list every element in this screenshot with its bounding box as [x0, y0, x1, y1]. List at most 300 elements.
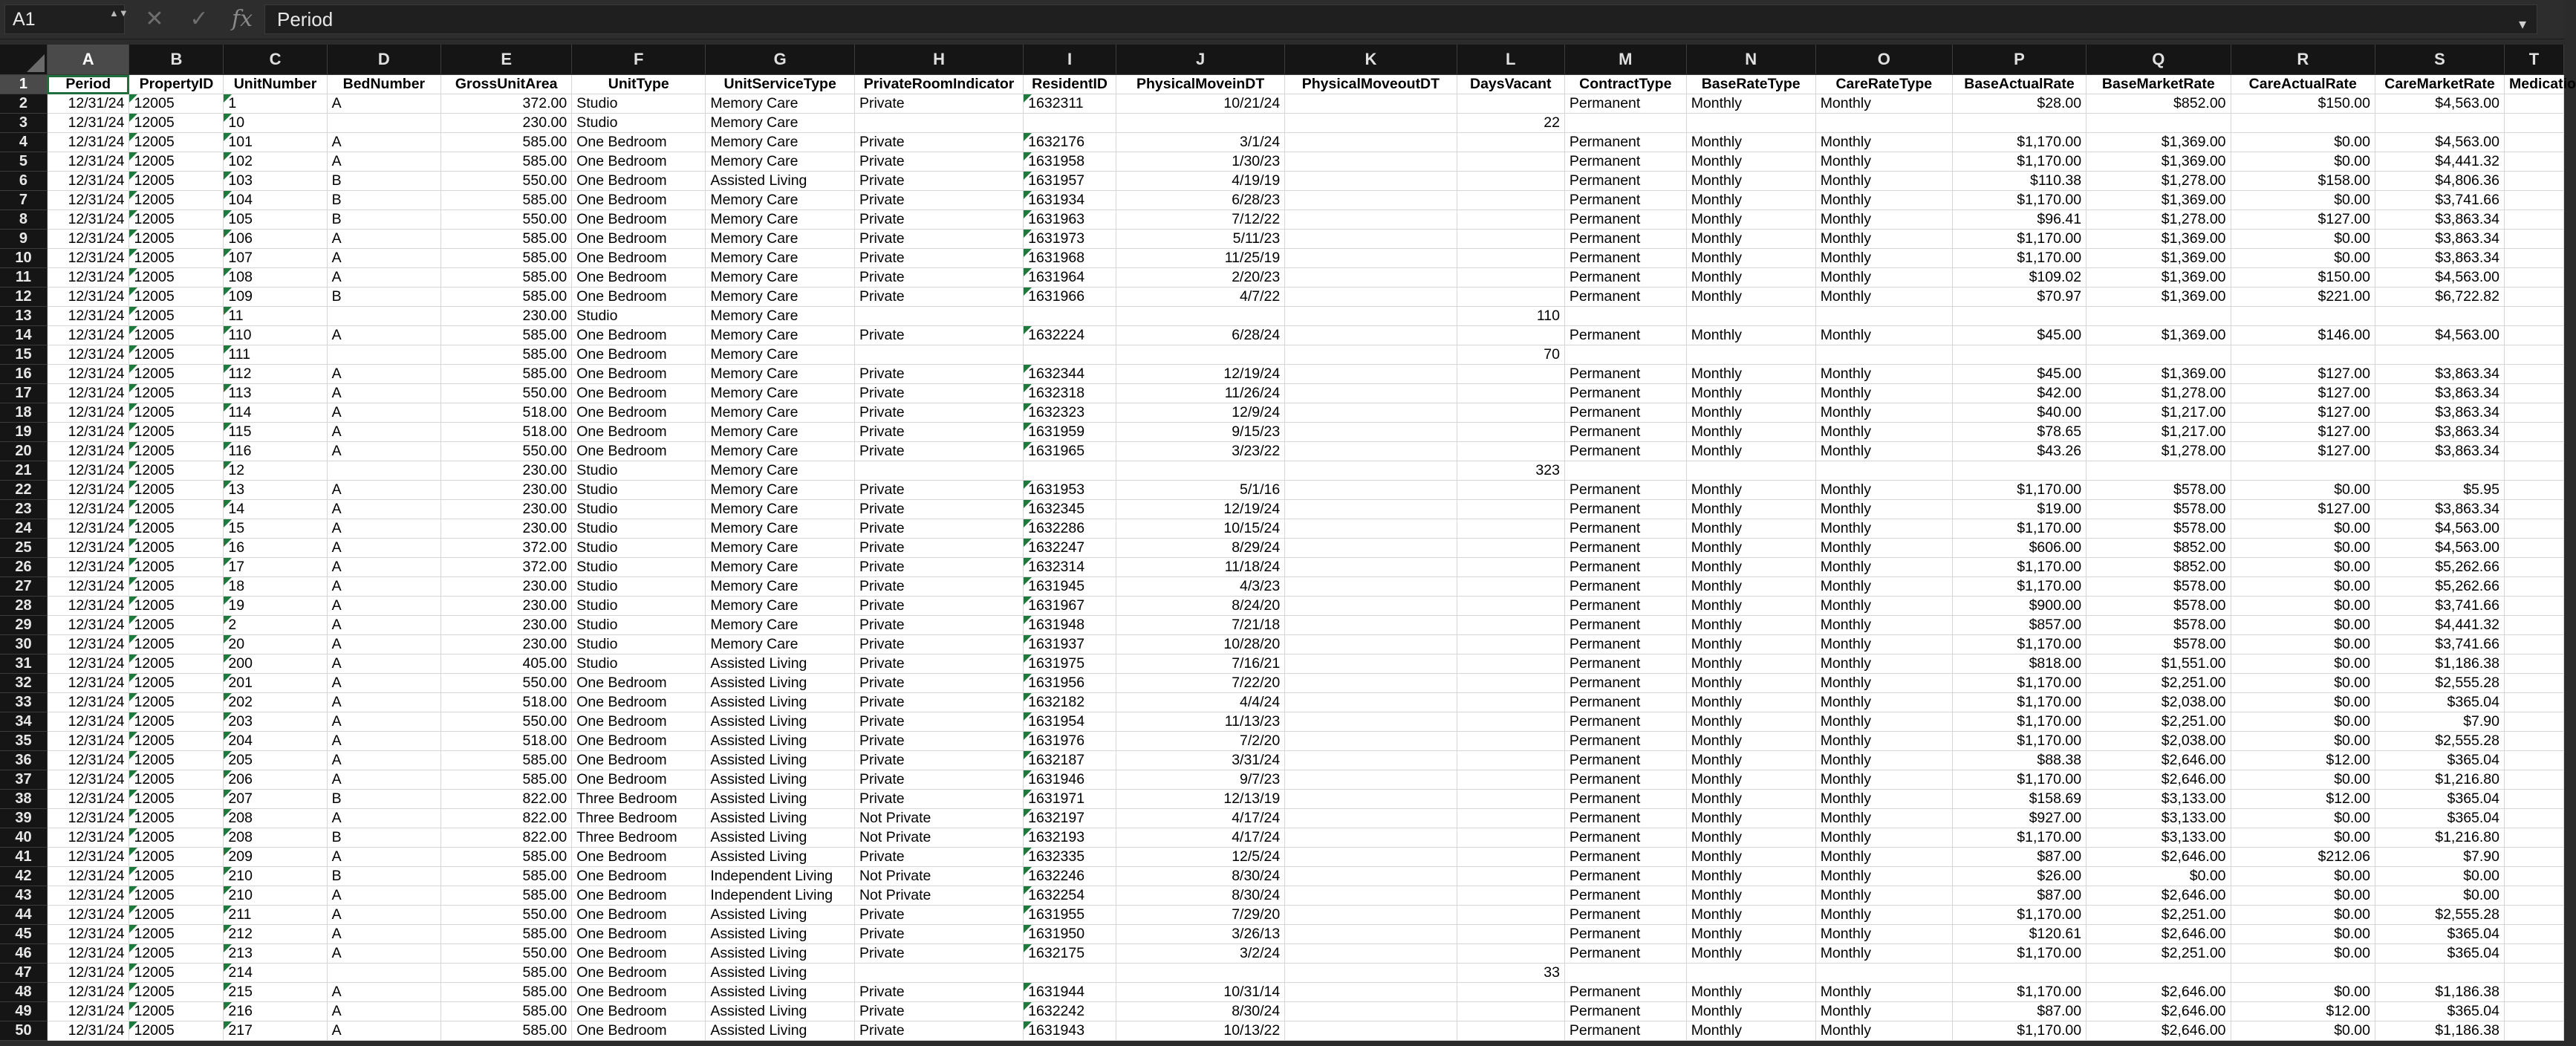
cell-k17[interactable]	[1285, 384, 1457, 403]
cell-n29[interactable]: Monthly	[1686, 616, 1815, 635]
cell-h10[interactable]: Private	[854, 249, 1023, 268]
cell-j26[interactable]: 11/18/24	[1116, 558, 1285, 577]
cell-a36[interactable]: 12/31/24	[47, 751, 129, 770]
cell-g46[interactable]: Assisted Living	[706, 944, 855, 964]
cell-o36[interactable]: Monthly	[1815, 751, 1952, 770]
cell-n33[interactable]: Monthly	[1686, 693, 1815, 712]
cell-i42[interactable]: 1632246	[1024, 867, 1116, 886]
cell-o45[interactable]: Monthly	[1815, 925, 1952, 944]
cell-d8[interactable]: B	[327, 210, 441, 230]
cell-a46[interactable]: 12/31/24	[47, 944, 129, 964]
cell-k13[interactable]	[1285, 307, 1457, 326]
cell-n50[interactable]: Monthly	[1686, 1021, 1815, 1041]
cell-e39[interactable]: 822.00	[441, 809, 572, 828]
cell-g14[interactable]: Memory Care	[706, 326, 855, 345]
cell-s40[interactable]: $1,216.80	[2375, 828, 2505, 848]
cell-g26[interactable]: Memory Care	[706, 558, 855, 577]
cell-b35[interactable]: 12005	[129, 732, 224, 751]
cell-h21[interactable]	[854, 461, 1023, 481]
cell-i32[interactable]: 1631956	[1024, 674, 1116, 693]
cell-c13[interactable]: 11	[224, 307, 327, 326]
cell-b31[interactable]: 12005	[129, 654, 224, 674]
cell-k43[interactable]	[1285, 886, 1457, 906]
cell-h29[interactable]: Private	[854, 616, 1023, 635]
cell-p8[interactable]: $96.41	[1952, 210, 2086, 230]
cell-l3[interactable]: 22	[1457, 114, 1564, 133]
cell-o24[interactable]: Monthly	[1815, 519, 1952, 539]
cell-j12[interactable]: 4/7/22	[1116, 288, 1285, 307]
cell-n25[interactable]: Monthly	[1686, 539, 1815, 558]
cell-o1[interactable]: CareRateType	[1815, 75, 1952, 94]
cell-e29[interactable]: 230.00	[441, 616, 572, 635]
cell-m47[interactable]	[1564, 964, 1686, 983]
cell-o43[interactable]: Monthly	[1815, 886, 1952, 906]
cell-j33[interactable]: 4/4/24	[1116, 693, 1285, 712]
cell-a26[interactable]: 12/31/24	[47, 558, 129, 577]
cell-i14[interactable]: 1632224	[1024, 326, 1116, 345]
cell-p47[interactable]	[1952, 964, 2086, 983]
cell-q45[interactable]: $2,646.00	[2087, 925, 2231, 944]
cell-f47[interactable]: One Bedroom	[572, 964, 706, 983]
cell-b36[interactable]: 12005	[129, 751, 224, 770]
cell-k1[interactable]: PhysicalMoveoutDT	[1285, 75, 1457, 94]
cell-s5[interactable]: $4,441.32	[2375, 152, 2505, 172]
cell-o33[interactable]: Monthly	[1815, 693, 1952, 712]
cell-i2[interactable]: 1632311	[1024, 94, 1116, 114]
cell-p36[interactable]: $88.38	[1952, 751, 2086, 770]
cell-d41[interactable]: A	[327, 848, 441, 867]
cell-h6[interactable]: Private	[854, 172, 1023, 191]
cell-i8[interactable]: 1631963	[1024, 210, 1116, 230]
cell-i5[interactable]: 1631958	[1024, 152, 1116, 172]
cell-a2[interactable]: 12/31/24	[47, 94, 129, 114]
cell-s3[interactable]	[2375, 114, 2505, 133]
cell-s50[interactable]: $1,186.38	[2375, 1021, 2505, 1041]
cell-i33[interactable]: 1632182	[1024, 693, 1116, 712]
cell-s26[interactable]: $5,262.66	[2375, 558, 2505, 577]
cell-t11[interactable]	[2505, 268, 2564, 288]
cell-d38[interactable]: B	[327, 790, 441, 809]
cell-b26[interactable]: 12005	[129, 558, 224, 577]
cell-q27[interactable]: $578.00	[2087, 577, 2231, 597]
cell-a15[interactable]: 12/31/24	[47, 345, 129, 365]
cell-f43[interactable]: One Bedroom	[572, 886, 706, 906]
cell-o15[interactable]	[1815, 345, 1952, 365]
cell-g33[interactable]: Assisted Living	[706, 693, 855, 712]
cell-f44[interactable]: One Bedroom	[572, 906, 706, 925]
cell-b40[interactable]: 12005	[129, 828, 224, 848]
column-header-t[interactable]: T	[2505, 45, 2564, 75]
cell-q29[interactable]: $578.00	[2087, 616, 2231, 635]
cell-k10[interactable]	[1285, 249, 1457, 268]
row-header[interactable]: 30	[0, 635, 47, 654]
cell-e45[interactable]: 585.00	[441, 925, 572, 944]
cell-c29[interactable]: 2	[224, 616, 327, 635]
cell-e16[interactable]: 585.00	[441, 365, 572, 384]
cell-b24[interactable]: 12005	[129, 519, 224, 539]
cell-m21[interactable]	[1564, 461, 1686, 481]
cell-c3[interactable]: 10	[224, 114, 327, 133]
cell-q12[interactable]: $1,369.00	[2087, 288, 2231, 307]
cell-n12[interactable]: Monthly	[1686, 288, 1815, 307]
cell-o39[interactable]: Monthly	[1815, 809, 1952, 828]
cell-n13[interactable]	[1686, 307, 1815, 326]
cell-l41[interactable]	[1457, 848, 1564, 867]
cell-h46[interactable]: Private	[854, 944, 1023, 964]
cell-a19[interactable]: 12/31/24	[47, 423, 129, 442]
cell-s20[interactable]: $3,863.34	[2375, 442, 2505, 461]
cell-a24[interactable]: 12/31/24	[47, 519, 129, 539]
cell-i31[interactable]: 1631975	[1024, 654, 1116, 674]
cell-f48[interactable]: One Bedroom	[572, 983, 706, 1002]
cell-e9[interactable]: 585.00	[441, 230, 572, 249]
cell-h44[interactable]: Private	[854, 906, 1023, 925]
cell-f15[interactable]: One Bedroom	[572, 345, 706, 365]
cell-g24[interactable]: Memory Care	[706, 519, 855, 539]
cell-i24[interactable]: 1632286	[1024, 519, 1116, 539]
cell-j41[interactable]: 12/5/24	[1116, 848, 1285, 867]
cell-d25[interactable]: A	[327, 539, 441, 558]
cell-b6[interactable]: 12005	[129, 172, 224, 191]
cell-k21[interactable]	[1285, 461, 1457, 481]
cell-c27[interactable]: 18	[224, 577, 327, 597]
cell-g18[interactable]: Memory Care	[706, 403, 855, 423]
row-header[interactable]: 48	[0, 983, 47, 1002]
cell-l26[interactable]	[1457, 558, 1564, 577]
cell-t41[interactable]	[2505, 848, 2564, 867]
cell-m17[interactable]: Permanent	[1564, 384, 1686, 403]
cell-b22[interactable]: 12005	[129, 481, 224, 500]
row-header[interactable]: 26	[0, 558, 47, 577]
cell-k22[interactable]	[1285, 481, 1457, 500]
cell-t40[interactable]	[2505, 828, 2564, 848]
cell-j11[interactable]: 2/20/23	[1116, 268, 1285, 288]
cell-r10[interactable]: $0.00	[2231, 249, 2375, 268]
cell-a9[interactable]: 12/31/24	[47, 230, 129, 249]
cell-a47[interactable]: 12/31/24	[47, 964, 129, 983]
column-header-r[interactable]: R	[2231, 45, 2375, 75]
cell-k28[interactable]	[1285, 597, 1457, 616]
cell-b13[interactable]: 12005	[129, 307, 224, 326]
cell-b5[interactable]: 12005	[129, 152, 224, 172]
cell-j14[interactable]: 6/28/24	[1116, 326, 1285, 345]
cell-h11[interactable]: Private	[854, 268, 1023, 288]
cell-n26[interactable]: Monthly	[1686, 558, 1815, 577]
cell-s34[interactable]: $7.90	[2375, 712, 2505, 732]
cell-g2[interactable]: Memory Care	[706, 94, 855, 114]
cell-b50[interactable]: 12005	[129, 1021, 224, 1041]
cell-p50[interactable]: $1,170.00	[1952, 1021, 2086, 1041]
cell-d50[interactable]: A	[327, 1021, 441, 1041]
cell-o10[interactable]: Monthly	[1815, 249, 1952, 268]
cell-h22[interactable]: Private	[854, 481, 1023, 500]
cell-f17[interactable]: One Bedroom	[572, 384, 706, 403]
cell-f12[interactable]: One Bedroom	[572, 288, 706, 307]
cell-o13[interactable]	[1815, 307, 1952, 326]
column-header-h[interactable]: H	[854, 45, 1023, 75]
cell-p25[interactable]: $606.00	[1952, 539, 2086, 558]
row-header[interactable]: 40	[0, 828, 47, 848]
cell-a22[interactable]: 12/31/24	[47, 481, 129, 500]
cell-d6[interactable]: B	[327, 172, 441, 191]
cell-d19[interactable]: A	[327, 423, 441, 442]
cell-a18[interactable]: 12/31/24	[47, 403, 129, 423]
cell-r19[interactable]: $127.00	[2231, 423, 2375, 442]
cell-g1[interactable]: UnitServiceType	[706, 75, 855, 94]
cell-d12[interactable]: B	[327, 288, 441, 307]
name-box-stepper-icon[interactable]: ▲▼	[109, 7, 129, 19]
cell-k11[interactable]	[1285, 268, 1457, 288]
cell-d9[interactable]: A	[327, 230, 441, 249]
row-header[interactable]: 7	[0, 191, 47, 210]
cell-o29[interactable]: Monthly	[1815, 616, 1952, 635]
cell-e26[interactable]: 372.00	[441, 558, 572, 577]
cell-p33[interactable]: $1,170.00	[1952, 693, 2086, 712]
cell-t23[interactable]	[2505, 500, 2564, 519]
cell-s49[interactable]: $365.04	[2375, 1002, 2505, 1021]
cell-d28[interactable]: A	[327, 597, 441, 616]
cell-j32[interactable]: 7/22/20	[1116, 674, 1285, 693]
cell-r36[interactable]: $12.00	[2231, 751, 2375, 770]
cell-e21[interactable]: 230.00	[441, 461, 572, 481]
cell-j1[interactable]: PhysicalMoveinDT	[1116, 75, 1285, 94]
cell-c5[interactable]: 102	[224, 152, 327, 172]
cell-s18[interactable]: $3,863.34	[2375, 403, 2505, 423]
cell-p14[interactable]: $45.00	[1952, 326, 2086, 345]
cell-f41[interactable]: One Bedroom	[572, 848, 706, 867]
cell-h43[interactable]: Not Private	[854, 886, 1023, 906]
cell-a20[interactable]: 12/31/24	[47, 442, 129, 461]
row-header[interactable]: 38	[0, 790, 47, 809]
cell-g17[interactable]: Memory Care	[706, 384, 855, 403]
cell-l4[interactable]	[1457, 133, 1564, 152]
cell-i20[interactable]: 1631965	[1024, 442, 1116, 461]
cell-q33[interactable]: $2,038.00	[2087, 693, 2231, 712]
cell-b21[interactable]: 12005	[129, 461, 224, 481]
row-header[interactable]: 43	[0, 886, 47, 906]
cell-k8[interactable]	[1285, 210, 1457, 230]
cell-n15[interactable]	[1686, 345, 1815, 365]
cell-c41[interactable]: 209	[224, 848, 327, 867]
cell-k24[interactable]	[1285, 519, 1457, 539]
cell-c15[interactable]: 111	[224, 345, 327, 365]
cell-k41[interactable]	[1285, 848, 1457, 867]
cell-d2[interactable]: A	[327, 94, 441, 114]
column-header-c[interactable]: C	[224, 45, 327, 75]
cell-d30[interactable]: A	[327, 635, 441, 654]
cell-e3[interactable]: 230.00	[441, 114, 572, 133]
cell-o22[interactable]: Monthly	[1815, 481, 1952, 500]
cell-n1[interactable]: BaseRateType	[1686, 75, 1815, 94]
row-header[interactable]: 35	[0, 732, 47, 751]
cell-s45[interactable]: $365.04	[2375, 925, 2505, 944]
cell-o21[interactable]	[1815, 461, 1952, 481]
cell-f36[interactable]: One Bedroom	[572, 751, 706, 770]
cell-m34[interactable]: Permanent	[1564, 712, 1686, 732]
cell-h7[interactable]: Private	[854, 191, 1023, 210]
cell-d3[interactable]	[327, 114, 441, 133]
cell-h49[interactable]: Private	[854, 1002, 1023, 1021]
cell-m9[interactable]: Permanent	[1564, 230, 1686, 249]
cell-s15[interactable]	[2375, 345, 2505, 365]
cell-s29[interactable]: $4,441.32	[2375, 616, 2505, 635]
cell-s35[interactable]: $2,555.28	[2375, 732, 2505, 751]
cell-b28[interactable]: 12005	[129, 597, 224, 616]
row-header[interactable]: 3	[0, 114, 47, 133]
cell-k32[interactable]	[1285, 674, 1457, 693]
cell-t25[interactable]	[2505, 539, 2564, 558]
cell-m15[interactable]	[1564, 345, 1686, 365]
cell-k30[interactable]	[1285, 635, 1457, 654]
cell-r23[interactable]: $127.00	[2231, 500, 2375, 519]
cell-g20[interactable]: Memory Care	[706, 442, 855, 461]
cell-l8[interactable]	[1457, 210, 1564, 230]
cell-h42[interactable]: Not Private	[854, 867, 1023, 886]
cell-b42[interactable]: 12005	[129, 867, 224, 886]
cell-r7[interactable]: $0.00	[2231, 191, 2375, 210]
cell-e42[interactable]: 585.00	[441, 867, 572, 886]
row-header[interactable]: 16	[0, 365, 47, 384]
cell-o8[interactable]: Monthly	[1815, 210, 1952, 230]
cell-m45[interactable]: Permanent	[1564, 925, 1686, 944]
cell-j23[interactable]: 12/19/24	[1116, 500, 1285, 519]
cell-p43[interactable]: $87.00	[1952, 886, 2086, 906]
cell-b10[interactable]: 12005	[129, 249, 224, 268]
cell-n19[interactable]: Monthly	[1686, 423, 1815, 442]
cell-p32[interactable]: $1,170.00	[1952, 674, 2086, 693]
cell-s16[interactable]: $3,863.34	[2375, 365, 2505, 384]
cell-a30[interactable]: 12/31/24	[47, 635, 129, 654]
cell-k9[interactable]	[1285, 230, 1457, 249]
cell-t30[interactable]	[2505, 635, 2564, 654]
cell-p3[interactable]	[1952, 114, 2086, 133]
cell-g21[interactable]: Memory Care	[706, 461, 855, 481]
cell-t35[interactable]	[2505, 732, 2564, 751]
cell-h35[interactable]: Private	[854, 732, 1023, 751]
row-header[interactable]: 1	[0, 75, 47, 94]
cell-h14[interactable]: Private	[854, 326, 1023, 345]
cell-r42[interactable]: $0.00	[2231, 867, 2375, 886]
cell-c23[interactable]: 14	[224, 500, 327, 519]
cell-p45[interactable]: $120.61	[1952, 925, 2086, 944]
cell-p1[interactable]: BaseActualRate	[1952, 75, 2086, 94]
cell-n28[interactable]: Monthly	[1686, 597, 1815, 616]
cell-r17[interactable]: $127.00	[2231, 384, 2375, 403]
cell-a23[interactable]: 12/31/24	[47, 500, 129, 519]
cell-k12[interactable]	[1285, 288, 1457, 307]
cell-j44[interactable]: 7/29/20	[1116, 906, 1285, 925]
cell-m43[interactable]: Permanent	[1564, 886, 1686, 906]
cell-s12[interactable]: $6,722.82	[2375, 288, 2505, 307]
cell-d33[interactable]: A	[327, 693, 441, 712]
cell-d14[interactable]: A	[327, 326, 441, 345]
cell-a5[interactable]: 12/31/24	[47, 152, 129, 172]
cell-t48[interactable]	[2505, 983, 2564, 1002]
cell-e37[interactable]: 585.00	[441, 770, 572, 790]
cell-a45[interactable]: 12/31/24	[47, 925, 129, 944]
cell-e12[interactable]: 585.00	[441, 288, 572, 307]
cell-q47[interactable]	[2087, 964, 2231, 983]
cell-k6[interactable]	[1285, 172, 1457, 191]
cell-o12[interactable]: Monthly	[1815, 288, 1952, 307]
cell-a29[interactable]: 12/31/24	[47, 616, 129, 635]
cell-l1[interactable]: DaysVacant	[1457, 75, 1564, 94]
cell-f9[interactable]: One Bedroom	[572, 230, 706, 249]
cell-m23[interactable]: Permanent	[1564, 500, 1686, 519]
cell-m37[interactable]: Permanent	[1564, 770, 1686, 790]
row-header[interactable]: 37	[0, 770, 47, 790]
cell-p44[interactable]: $1,170.00	[1952, 906, 2086, 925]
cell-t1[interactable]: Medicatio	[2505, 75, 2564, 94]
cell-t5[interactable]	[2505, 152, 2564, 172]
cell-t37[interactable]	[2505, 770, 2564, 790]
cell-q21[interactable]	[2087, 461, 2231, 481]
cell-q38[interactable]: $3,133.00	[2087, 790, 2231, 809]
cell-j39[interactable]: 4/17/24	[1116, 809, 1285, 828]
cell-f34[interactable]: One Bedroom	[572, 712, 706, 732]
cell-r5[interactable]: $0.00	[2231, 152, 2375, 172]
cell-n22[interactable]: Monthly	[1686, 481, 1815, 500]
cell-s37[interactable]: $1,216.80	[2375, 770, 2505, 790]
cell-q20[interactable]: $1,278.00	[2087, 442, 2231, 461]
cell-f22[interactable]: Studio	[572, 481, 706, 500]
cell-r44[interactable]: $0.00	[2231, 906, 2375, 925]
cell-j40[interactable]: 4/17/24	[1116, 828, 1285, 848]
cell-l43[interactable]	[1457, 886, 1564, 906]
cell-b49[interactable]: 12005	[129, 1002, 224, 1021]
cell-i38[interactable]: 1631971	[1024, 790, 1116, 809]
cell-t13[interactable]	[2505, 307, 2564, 326]
cell-h3[interactable]	[854, 114, 1023, 133]
cell-m42[interactable]: Permanent	[1564, 867, 1686, 886]
cell-a27[interactable]: 12/31/24	[47, 577, 129, 597]
cell-r40[interactable]: $0.00	[2231, 828, 2375, 848]
cell-l39[interactable]	[1457, 809, 1564, 828]
cell-p16[interactable]: $45.00	[1952, 365, 2086, 384]
cell-h17[interactable]: Private	[854, 384, 1023, 403]
cell-q46[interactable]: $2,251.00	[2087, 944, 2231, 964]
cell-k19[interactable]	[1285, 423, 1457, 442]
row-header[interactable]: 22	[0, 481, 47, 500]
cell-k15[interactable]	[1285, 345, 1457, 365]
cell-o9[interactable]: Monthly	[1815, 230, 1952, 249]
cell-p29[interactable]: $857.00	[1952, 616, 2086, 635]
cell-k40[interactable]	[1285, 828, 1457, 848]
cell-m13[interactable]	[1564, 307, 1686, 326]
cell-c20[interactable]: 116	[224, 442, 327, 461]
cell-i35[interactable]: 1631976	[1024, 732, 1116, 751]
cell-d27[interactable]: A	[327, 577, 441, 597]
cell-m44[interactable]: Permanent	[1564, 906, 1686, 925]
cell-l48[interactable]	[1457, 983, 1564, 1002]
cell-l9[interactable]	[1457, 230, 1564, 249]
column-header-j[interactable]: J	[1116, 45, 1285, 75]
cell-b48[interactable]: 12005	[129, 983, 224, 1002]
cell-q44[interactable]: $2,251.00	[2087, 906, 2231, 925]
cell-i4[interactable]: 1632176	[1024, 133, 1116, 152]
cell-i23[interactable]: 1632345	[1024, 500, 1116, 519]
cell-s9[interactable]: $3,863.34	[2375, 230, 2505, 249]
cell-q3[interactable]	[2087, 114, 2231, 133]
cell-o11[interactable]: Monthly	[1815, 268, 1952, 288]
cell-r50[interactable]: $0.00	[2231, 1021, 2375, 1041]
cell-a16[interactable]: 12/31/24	[47, 365, 129, 384]
cell-s1[interactable]: CareMarketRate	[2375, 75, 2505, 94]
cell-p2[interactable]: $28.00	[1952, 94, 2086, 114]
cell-s31[interactable]: $1,186.38	[2375, 654, 2505, 674]
cell-e46[interactable]: 550.00	[441, 944, 572, 964]
column-header-s[interactable]: S	[2375, 45, 2505, 75]
